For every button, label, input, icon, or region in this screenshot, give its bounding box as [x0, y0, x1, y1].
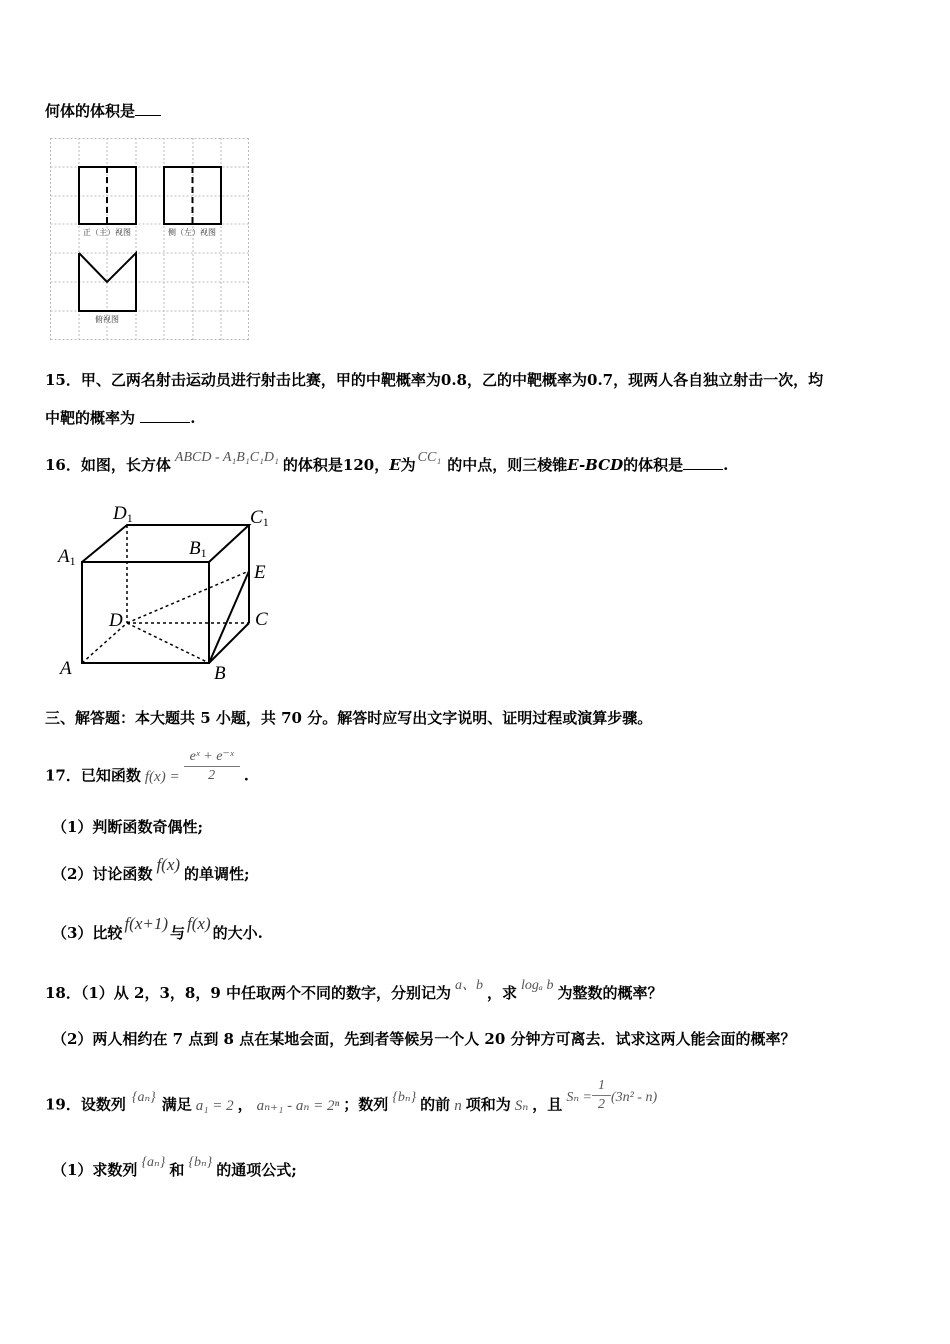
label-B1: B1 [189, 538, 207, 560]
q17-part3-f1: f(x+1) [124, 914, 168, 933]
q15-p2: 0.7 [587, 371, 614, 389]
q17-part2-post: 的单调性; [184, 865, 250, 883]
answer-blank [683, 455, 723, 470]
answer-blank [140, 408, 190, 423]
q16-t3: ， [374, 456, 390, 474]
q15-mid: ，乙的中靶概率为 [467, 371, 588, 389]
q17-part3-post: 的大小. [212, 924, 263, 942]
q15-end: . [190, 409, 196, 427]
q16-t1: 如图，长方体 [80, 456, 171, 474]
q16-e: E [389, 456, 401, 474]
label-A: A [60, 658, 72, 679]
q18-ab: a、b [455, 978, 484, 993]
q15-number: 15． [45, 371, 81, 389]
q19-part1-pre: （1）求数列 [52, 1161, 138, 1179]
q15-line2 [45, 408, 195, 428]
q17-part1: （1）判断函数奇偶性; [52, 818, 203, 836]
q17-part2-f: f(x) [156, 855, 181, 874]
q16-t2: 的体积是 [282, 456, 343, 474]
grid-lines [51, 138, 249, 340]
q17-part3-mid: 与 [170, 924, 186, 942]
q16-pyramid: E-BCD [567, 456, 624, 474]
q15-line2-text: 中靶的概率为 [45, 409, 136, 427]
top-view-label: 俯视图 [95, 315, 119, 324]
q19-half [592, 1077, 611, 1114]
q19-part1-an: {aₙ} [141, 1155, 166, 1170]
q19-t7: ，且 [532, 1095, 563, 1114]
label-E: E [254, 562, 266, 583]
q19-t5: 的前 [420, 1095, 451, 1114]
q19-sn-lhs: Sₙ = [566, 1089, 592, 1105]
label-D: D [109, 610, 123, 631]
q19-number: 19． [45, 1095, 81, 1114]
q17-part3-f2: f(x) [187, 914, 211, 933]
q17-t1: 已知函数 [80, 766, 141, 785]
q17-part2 [52, 855, 250, 884]
q16-edge: CC₁ [417, 450, 442, 465]
top-face-edges [82, 525, 249, 562]
q16-t4: 为 [400, 456, 416, 474]
q19-an: {aₙ} [131, 1089, 156, 1105]
q18-line1 [45, 978, 663, 1005]
q16-number: 16． [45, 456, 81, 474]
q18-log: logₐ b [521, 978, 554, 993]
q19-part1-post: 的通项公式; [216, 1161, 297, 1179]
q19-n: n [454, 1097, 462, 1114]
q14-tail-line [45, 101, 161, 121]
front-view-label: 正（主）视图 [83, 228, 131, 237]
q17-part3 [52, 914, 263, 943]
front-face [82, 562, 209, 663]
q18-part1-pre: （1）从 2，3，8，9 中任取两个不同的数字，分别记为 [80, 984, 452, 1002]
label-A1: A1 [58, 546, 76, 568]
q19-half-num: 1 [592, 1077, 611, 1096]
q18-part1-post: 为整数的概率？ [557, 984, 663, 1002]
q19-part1 [52, 1155, 297, 1182]
q15-p1: 0.8 [440, 371, 467, 389]
q17-fraction [184, 748, 240, 785]
q17-part2-pre: （2）讨论函数 [52, 865, 153, 883]
q19-sn: Sₙ [514, 1097, 529, 1114]
q19-line1 [45, 1078, 658, 1124]
q16-t5: 的中点，则三棱锥 [447, 456, 568, 474]
q19-half-den: 2 [597, 1097, 605, 1112]
q19-recurrence: aₙ₊₁ - aₙ = 2ⁿ [256, 1097, 340, 1114]
q18-part1-mid: ，求 [487, 984, 518, 1002]
label-B: B [214, 663, 226, 683]
q18-part2: （2）两人相约在 7 点到 8 点在某地会面，先到者等候另一个人 20 分钟方可离去．试求这两人能会面的概率？ [52, 1030, 796, 1048]
q18-number: 18． [45, 984, 81, 1002]
q17-end: . [243, 766, 249, 785]
answer-blank [135, 101, 161, 116]
hidden-segment-DB [127, 623, 209, 663]
three-view-figure [50, 138, 250, 342]
q19-t6: 项和为 [465, 1095, 511, 1114]
q16-t6: 的体积是 [623, 456, 684, 474]
q16-end: . [723, 456, 729, 474]
side-view-label: 侧（左）视图 [168, 228, 216, 237]
edge-BC [209, 623, 249, 663]
q19-part1-bn: {bₙ} [188, 1155, 213, 1170]
q17-numerator: eˣ + e⁻ˣ [184, 748, 240, 767]
q16-solid: ABCD - A₁B₁C₁D₁ [174, 450, 279, 465]
q14-tail-text: 何体的体积是 [45, 102, 136, 120]
label-C1: C1 [250, 507, 269, 529]
q17-number: 17． [45, 766, 81, 785]
q16-line [45, 450, 729, 477]
q19-t3: ， [237, 1095, 253, 1114]
label-D1: D1 [113, 503, 133, 525]
q16-volume: 120 [342, 456, 375, 474]
q17-part3-pre: （3）比较 [52, 924, 123, 942]
q19-t1: 设数列 [80, 1095, 126, 1114]
q19-sn-rhs: (3n² - n) [610, 1089, 658, 1105]
q17-lhs: f(x) = [144, 768, 180, 785]
q19-bn: {bₙ} [392, 1089, 417, 1105]
q19-t2: 满足 [161, 1095, 192, 1114]
q15-tail: ，现两人各自独立射击一次，均 [613, 371, 824, 389]
cuboid-figure [50, 498, 280, 683]
segment-BE [209, 571, 249, 663]
q19-a1: a₁ = 2 [195, 1097, 234, 1114]
q17-denominator: 2 [208, 768, 216, 783]
section-3-heading: 三、解答题：本大题共 5 小题，共 70 分。解答时应写出文字说明、证明过程或演算步骤。 [45, 709, 653, 727]
label-C: C [255, 609, 268, 630]
q17-line [45, 749, 249, 795]
q15-line1 [45, 370, 823, 390]
q19-part1-and: 和 [169, 1161, 185, 1179]
q15-text: 甲、乙两名射击运动员进行射击比赛，甲的中靶概率为 [80, 371, 441, 389]
q19-t4: ；数列 [343, 1095, 389, 1114]
